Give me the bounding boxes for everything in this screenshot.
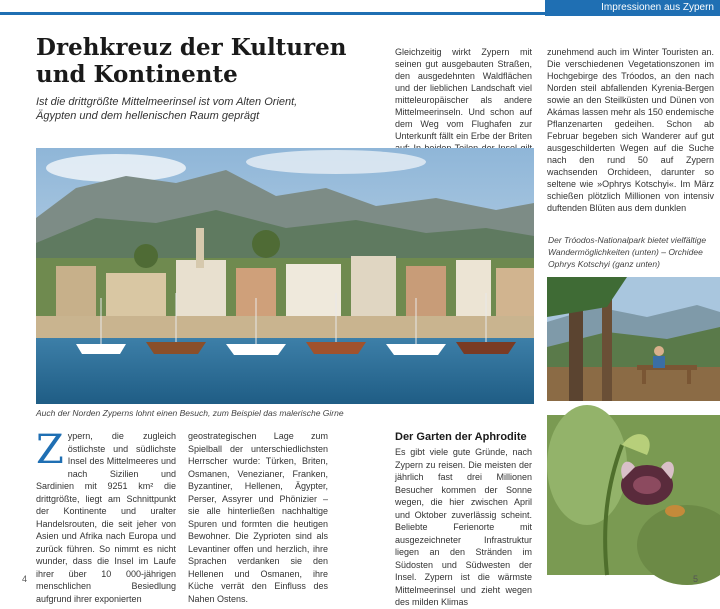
header-rule-middle	[360, 12, 545, 15]
page-number-left: 4	[22, 574, 28, 584]
body-column-2: geostrategischen Lage zum Spielball der unterschiedlichsten Herrscher wurde: Türken, Briten, Osmanen, Venezianer, Franken, Byzantiner, Hellenen, Ägypter, Perser, Assyrer und Phönizier – sie alle hinterließen nachhaltige Spuren und formten die heutigen Bewohner. Die Zyprioten sind als Levantiner offen und herzlich, ihre Sprachen verdanken sie den Hellenen und Osmanen, ihre Küche verrät den Einfluss des Nahen Ostens.	[188, 431, 328, 604]
body-text-1: ypern, die zugleich östlichste und südlichste Insel des Mittelmeeres und nach Sizilien und Sardinien mit 9251 km² die drittgrößte, liegt am Schnittpunkt der Kontinente und uralter Handelsrouten, die seit jeher von Asien und Afrika nach Europa und zurück führen. So nimmt es nicht wunder, dass die Insel im Laufe ihrer über 10 000-jährigen menschlichen Besiedlung aufgrund ihrer exponierten	[36, 431, 176, 604]
body-column-1	[36, 427, 176, 605]
page-subtitle: Ist die drittgrößte Mittelmeerinsel ist vom Alten Orient, Ägypten und dem hellenischen Raum geprägt	[36, 96, 298, 122]
orchid-photo	[547, 415, 720, 575]
troodos-photo	[547, 277, 720, 401]
header-rule-left	[0, 12, 360, 15]
troodos-illustration	[547, 277, 720, 401]
side-photos-caption: Der Tróodos-Nationalpark bietet vielfältige Wandermöglichkeiten (unten) – Orchidee Ophrys Kotschyi (ganz unten)	[548, 235, 707, 269]
page-number-right: 5	[692, 574, 698, 584]
intro-column-b: zunehmend auch im Winter Touristen an. Die verschiedenen Vegetationszonen im Hochgebirge des Tróodos, an den nach Norden steil abfallenden Kyrenia-Bergen sowie an den Steilküsten und Dünen von Akámas lassen mehr als 150 endemische Pflanzenarten gedeihen. Schon ab Februar begeben sich Wanderer auf gut ausgeschilderten Wegen auf die Suche nach den rund 50 auf Zypern wachsenden Orchideen, darunter so seltene wie »Ophrys Kotschyi«. Im März schießen plötzlich Millionen von intensiv duftenden Blüten aus dem dunklen	[547, 47, 714, 213]
harbour-photo-caption: Auch der Norden Zyperns lohnt einen Besuch, zum Beispiel das malerische Girne	[36, 408, 344, 418]
page-title: Drehkreuz der Kulturen und Kontinente	[36, 34, 347, 88]
body-column-3: Es gibt viele gute Gründe, nach Zypern zu reisen. Die meisten der jährlich fast drei Millionen Besucher kommen der Sonne wegen, die hier zwischen April und Oktober zuverlässig scheint. Beliebte Ferienorte mit ausgezeichneter Infrastruktur liegen an den Stränden im Südosten und Südwesten der Insel. Zypern ist die wärmste Mittelmeerinsel und zieht wegen des milden Klimas	[395, 447, 532, 607]
harbour-photo	[36, 148, 534, 404]
section-label: Impressionen aus Zypern	[601, 2, 714, 13]
harbour-illustration	[36, 148, 534, 404]
intro-column-a: Gleichzeitig wirkt Zypern mit seinen gut ausgebauten Straßen, den ausgedehnten Waldflächen und der lieblichen Landschaft viel mitteleuropäischer als andere Mittelmeerinseln. Und schon auf dem Weg vom Flughafen zur Unterkunft fällt ein Erbe der Briten	[395, 47, 532, 141]
section-heading: Der Garten der Aphrodite	[395, 431, 527, 443]
drop-cap: Z	[36, 427, 64, 473]
orchid-illustration	[547, 415, 720, 575]
